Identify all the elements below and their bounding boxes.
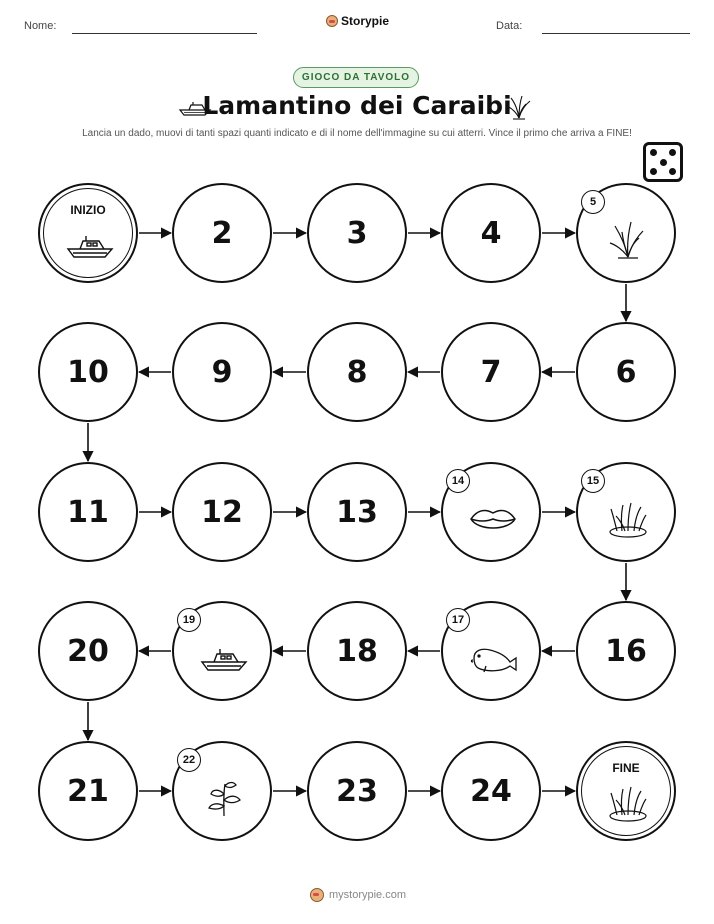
board-space	[307, 601, 407, 701]
board-space	[441, 741, 541, 841]
space-number-badge: 17	[446, 608, 470, 632]
space-number: 12	[201, 494, 243, 530]
seagrass-clump-icon	[603, 783, 653, 823]
seagrass-clump-icon	[603, 499, 653, 539]
board-space	[307, 741, 407, 841]
date-label: Data:	[496, 20, 523, 32]
start-space	[38, 183, 138, 283]
space-number: 8	[346, 354, 368, 390]
space-number: 21	[67, 773, 109, 809]
board-space	[576, 462, 676, 562]
page-title: Lamantino dei Caraibi	[202, 91, 512, 120]
board-space	[576, 601, 676, 701]
board-space	[172, 183, 272, 283]
space-number: 6	[615, 354, 637, 390]
boat-icon	[65, 225, 115, 265]
space-number: 24	[470, 773, 512, 809]
board-space	[172, 741, 272, 841]
finish-label: FINE	[612, 761, 640, 775]
finish-space	[576, 741, 676, 841]
space-number-badge: 22	[177, 748, 201, 772]
board-space	[38, 741, 138, 841]
board-space	[172, 462, 272, 562]
space-number-badge: 5	[581, 190, 605, 214]
bear-mascot-icon	[310, 888, 324, 902]
space-number-badge: 14	[446, 469, 470, 493]
space-number: 4	[480, 215, 502, 251]
space-number: 11	[67, 494, 109, 530]
board-space	[441, 462, 541, 562]
board-space	[38, 322, 138, 422]
footer-url: mystorypie.com	[329, 889, 407, 901]
space-number: 10	[67, 354, 109, 390]
board-space	[38, 601, 138, 701]
board-space	[307, 462, 407, 562]
name-label: Nome:	[24, 20, 57, 32]
board-space	[441, 322, 541, 422]
brand-name: Storypie	[341, 14, 390, 28]
board-space	[441, 601, 541, 701]
space-number: 7	[480, 354, 502, 390]
space-number: 9	[211, 354, 233, 390]
space-number-badge: 19	[177, 608, 201, 632]
board-space	[576, 322, 676, 422]
space-number: 20	[67, 633, 109, 669]
space-number: 16	[605, 633, 647, 669]
boat-icon	[199, 638, 249, 678]
board-space	[38, 462, 138, 562]
space-number: 13	[336, 494, 378, 530]
board-space	[307, 183, 407, 283]
space-number: 23	[336, 773, 378, 809]
footer	[310, 888, 406, 902]
space-number: 3	[346, 215, 368, 251]
seagrass-icon	[603, 220, 653, 260]
board-space	[307, 322, 407, 422]
start-label: INIZIO	[70, 203, 106, 217]
instructions: Lancia un dado, muovi di tanti spazi quanti indicato e di il nome dell'immagine su cui atterri. Vince il primo che arriva a FINE!	[82, 128, 632, 139]
plant-icon	[199, 778, 249, 818]
manatee-icon	[468, 638, 518, 678]
board-space	[172, 601, 272, 701]
board-space	[441, 183, 541, 283]
space-number: 18	[336, 633, 378, 669]
space-number-badge: 15	[581, 469, 605, 493]
category-badge: GIOCO DA TAVOLO	[293, 67, 419, 88]
lips-icon	[468, 499, 518, 539]
board-space	[576, 183, 676, 283]
board-space	[172, 322, 272, 422]
space-number: 2	[211, 215, 233, 251]
